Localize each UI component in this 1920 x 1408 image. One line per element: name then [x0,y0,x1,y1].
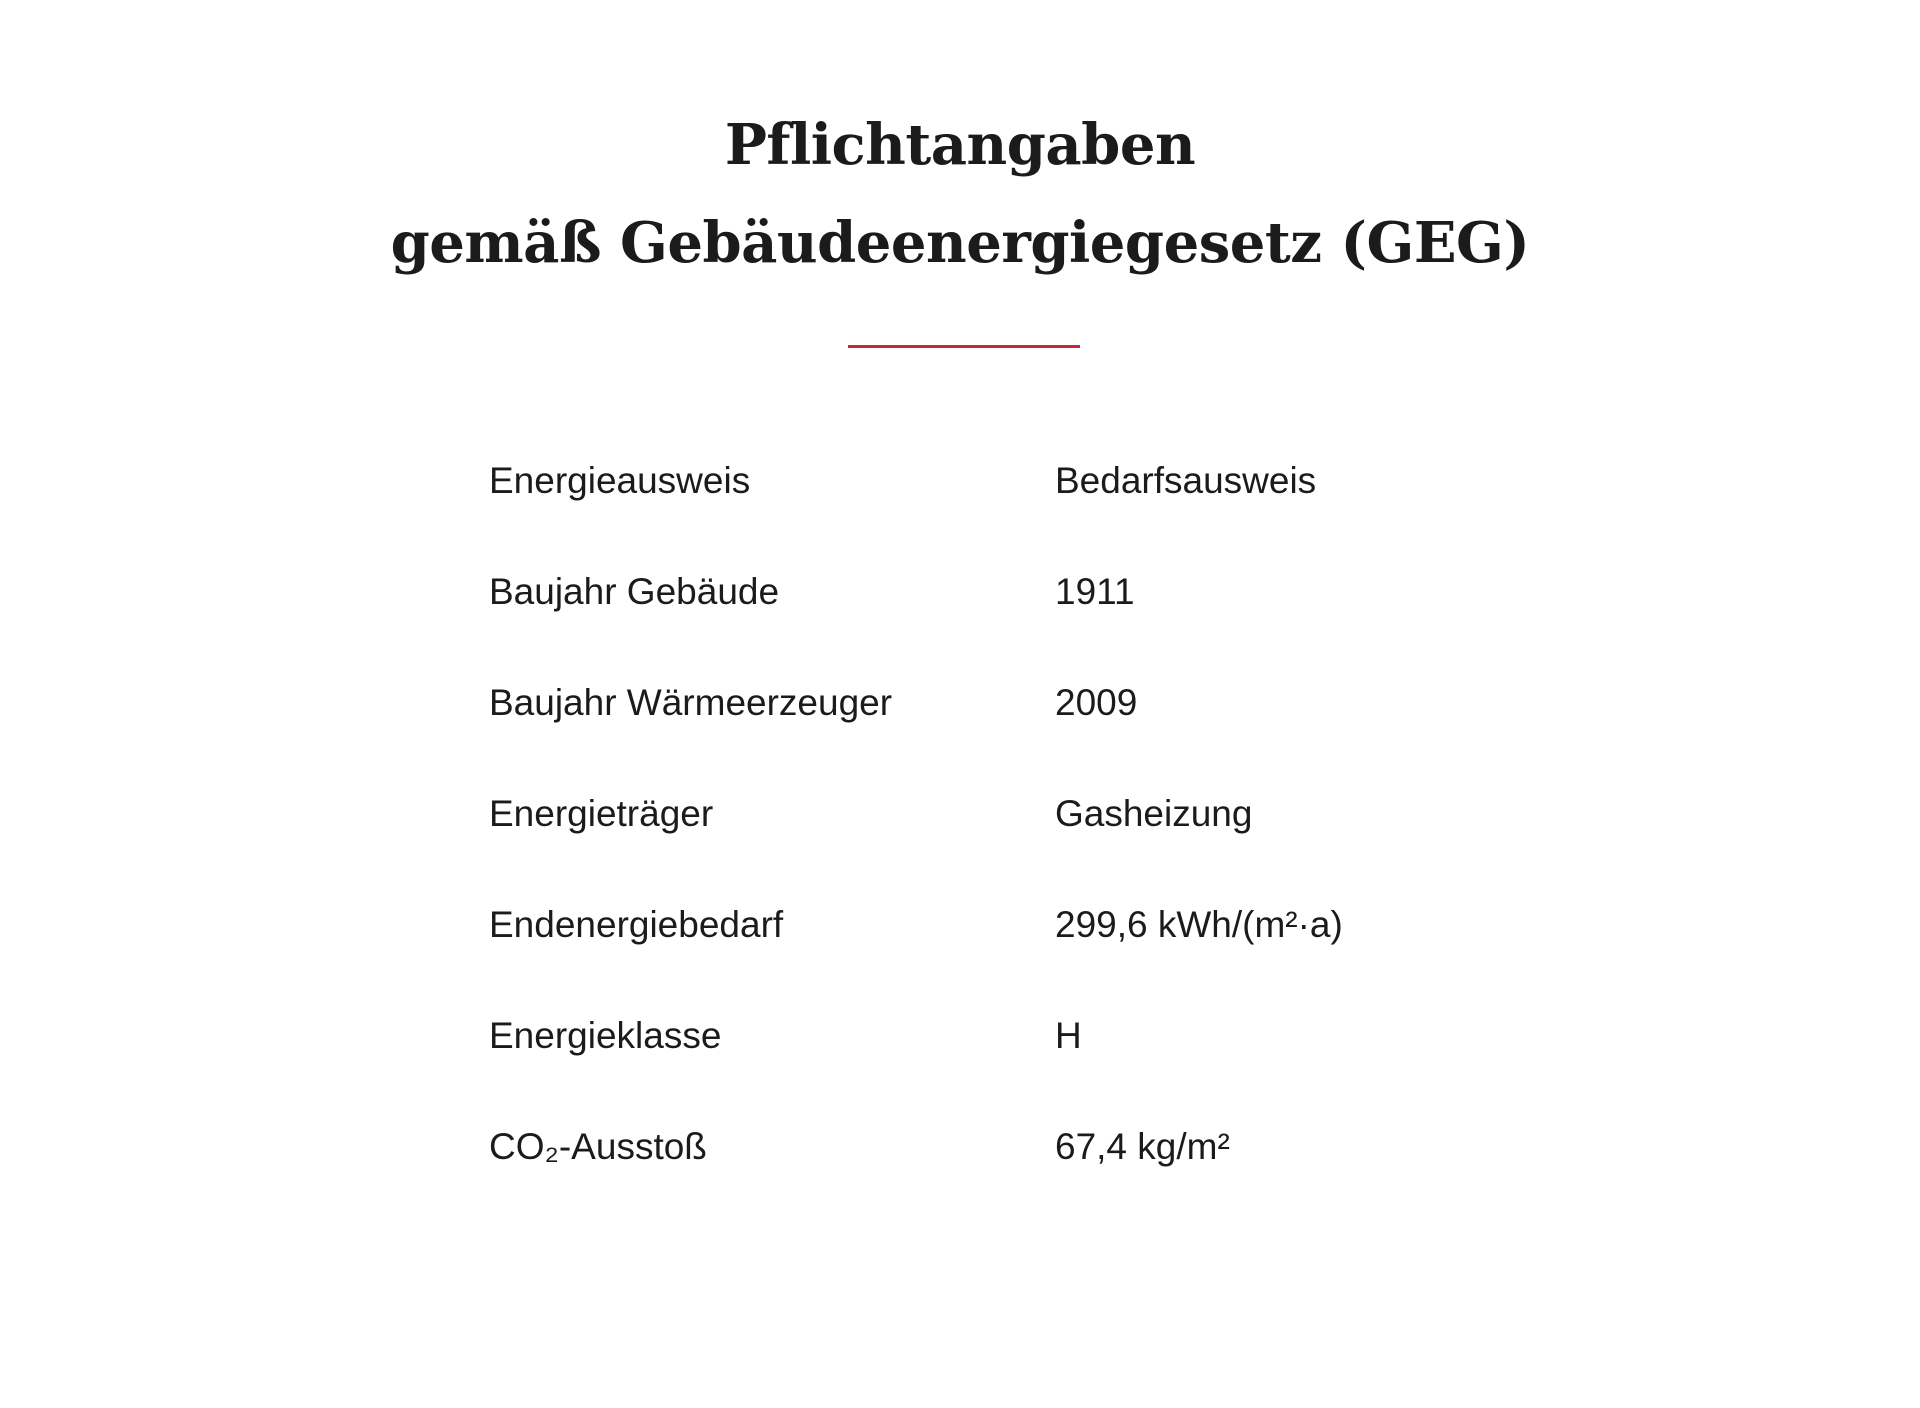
table-row-baujahr-waermeerzeuger [489,647,1489,758]
row-value: 299,6 kWh/(m²·a) [1055,903,1343,945]
energy-info-table [489,425,1489,1202]
page-title [0,96,1920,292]
row-value: 67,4 kg/m² [1055,1125,1230,1167]
table-row-co2-ausstoss [489,1091,1489,1202]
table-row-energietraeger [489,758,1489,869]
row-value: 1911 [1055,570,1135,612]
row-label: CO₂-Ausstoß [489,1125,707,1167]
page-title-line-1: Pflichtangaben [724,112,1196,178]
table-row-baujahr-gebaeude [489,536,1489,647]
row-label: Baujahr Wärmeerzeuger [489,681,893,723]
row-value: H [1055,1014,1082,1056]
page-title-line-2: gemäß Gebäudeenergiegesetz (GEG) [390,210,1530,276]
table-row-energieausweis [489,425,1489,536]
row-value: 2009 [1055,681,1138,723]
table-row-energieklasse [489,980,1489,1091]
row-value: Bedarfsausweis [1055,459,1317,501]
table-row-endenergiebedarf [489,869,1489,980]
title-divider [848,345,1080,348]
row-label: Energieklasse [489,1014,722,1056]
row-label: Energieträger [489,792,714,834]
row-label: Baujahr Gebäude [489,570,780,612]
row-value: Gasheizung [1055,792,1253,834]
row-label: Energieausweis [489,459,751,501]
row-label: Endenergiebedarf [489,903,784,945]
